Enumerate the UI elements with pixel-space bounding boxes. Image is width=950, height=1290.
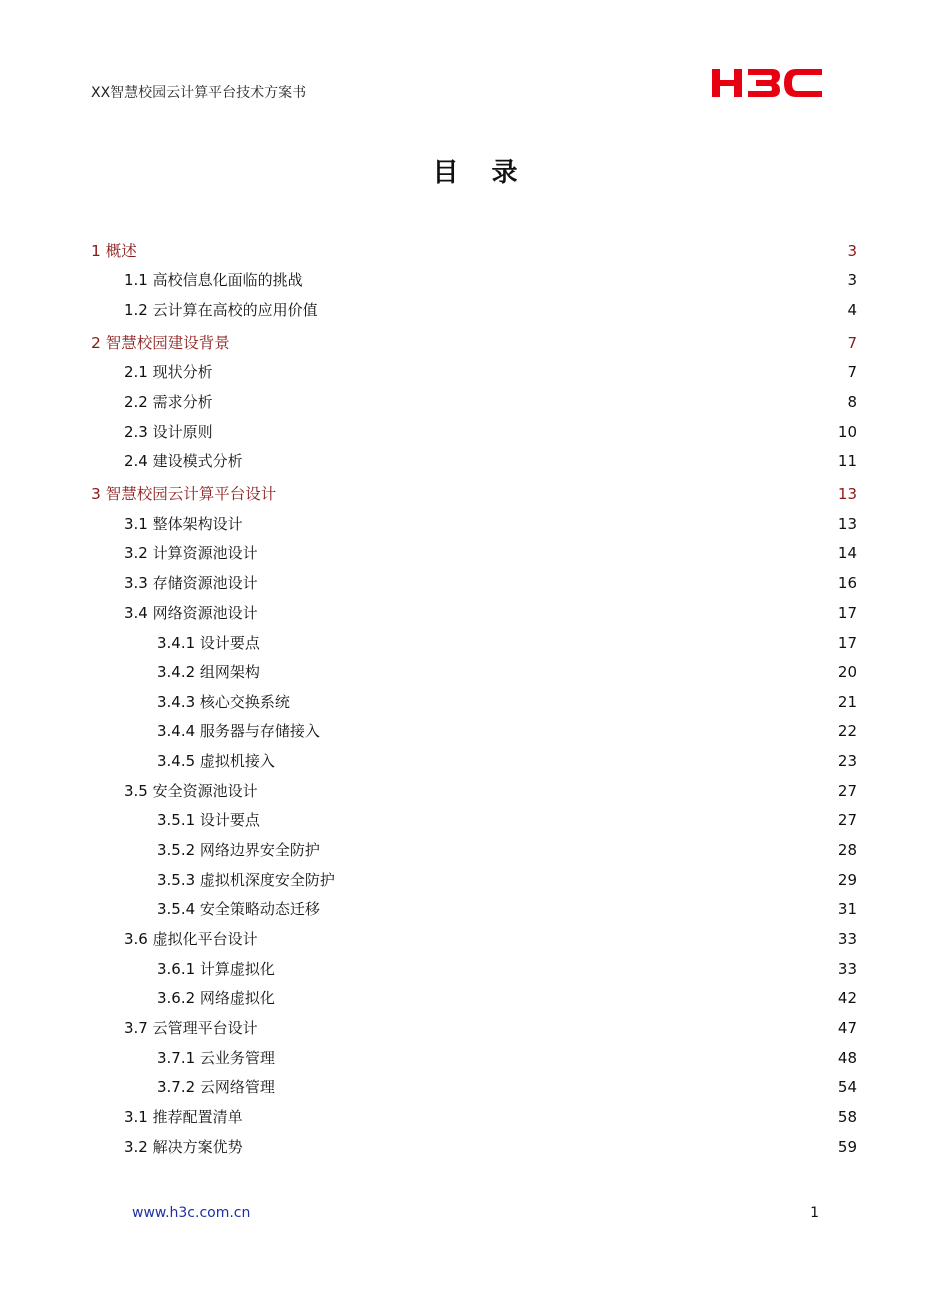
toc-entry[interactable]: [0, 839, 950, 861]
toc-entry-title: 2.3 设计原则: [124, 423, 213, 441]
toc-entry-title: 3.4 网络资源池设计: [124, 604, 258, 622]
toc-entry-page: 13: [837, 485, 857, 503]
toc-entry[interactable]: [0, 240, 950, 262]
toc-entry-title: 3.6 虚拟化平台设计: [124, 930, 258, 948]
toc-entry-page: 31: [837, 900, 857, 918]
toc-entry[interactable]: [0, 1047, 950, 1069]
toc-entry-title: 2 智慧校园建设背景: [91, 334, 230, 352]
toc-entry[interactable]: [0, 928, 950, 950]
toc-entry-page: 14: [837, 544, 857, 562]
toc-entry-page: 33: [837, 930, 857, 948]
toc-entry-title: 3.7.2 云网络管理: [157, 1078, 275, 1096]
toc-entry[interactable]: [0, 780, 950, 802]
toc-entry-page: 33: [837, 960, 857, 978]
toc-entry-title: 1 概述: [91, 242, 137, 260]
toc-entry-title: 3.4.4 服务器与存储接入: [157, 722, 320, 740]
toc-entry-page: 42: [837, 989, 857, 1007]
toc-entry-title: 2.2 需求分析: [124, 393, 213, 411]
toc-entry-page: 4: [847, 301, 857, 319]
toc-entry-title: 3.1 推荐配置清单: [124, 1108, 243, 1126]
toc-entry[interactable]: [0, 869, 950, 891]
toc-entry-page: 7: [847, 363, 857, 381]
toc-entry[interactable]: [0, 391, 950, 413]
toc-entry-page: 17: [837, 634, 857, 652]
toc-entry-title: 2.1 现状分析: [124, 363, 213, 381]
toc-entry-title: 3.4.1 设计要点: [157, 634, 260, 652]
toc-entry-title: 3.5.4 安全策略动态迁移: [157, 900, 320, 918]
toc-entry-page: 23: [837, 752, 857, 770]
toc-entry-page: 13: [837, 515, 857, 533]
toc-entry[interactable]: [0, 421, 950, 443]
toc-entry-page: 8: [847, 393, 857, 411]
toc-entry-title: 3.3 存储资源池设计: [124, 574, 258, 592]
toc-entry-page: 47: [837, 1019, 857, 1037]
toc-entry-title: 1.2 云计算在高校的应用价值: [124, 301, 318, 319]
toc-entry-page: 21: [837, 693, 857, 711]
toc-entry[interactable]: [0, 720, 950, 742]
toc-entry-page: 59: [837, 1138, 857, 1156]
toc-entry-page: 48: [837, 1049, 857, 1067]
toc-entry-page: 27: [837, 782, 857, 800]
toc-entry-title: 2.4 建设模式分析: [124, 452, 243, 470]
toc-entry-page: 29: [837, 871, 857, 889]
toc-entry-title: 3.2 解决方案优势: [124, 1138, 243, 1156]
toc-entry-title: 3.6.1 计算虚拟化: [157, 960, 275, 978]
toc-entry[interactable]: [0, 987, 950, 1009]
toc-entry-page: 7: [847, 334, 857, 352]
toc-entry-page: 11: [837, 452, 857, 470]
toc-entry-title: 3.5.3 虚拟机深度安全防护: [157, 871, 335, 889]
toc-entry[interactable]: [0, 1017, 950, 1039]
toc-entry-page: 3: [847, 242, 857, 260]
toc-entry-page: 20: [837, 663, 857, 681]
toc-entry-page: 17: [837, 604, 857, 622]
toc-entry[interactable]: [0, 958, 950, 980]
toc-entry-page: 16: [837, 574, 857, 592]
toc-entry[interactable]: [0, 450, 950, 472]
toc-entry-title: 3.5.2 网络边界安全防护: [157, 841, 320, 859]
toc-entry[interactable]: [0, 750, 950, 772]
toc-entry-title: 3.5.1 设计要点: [157, 811, 260, 829]
document-title: XX智慧校园云计算平台技术方案书: [91, 85, 307, 101]
toc-entry-title: 3.1 整体架构设计: [124, 515, 243, 533]
toc-entry[interactable]: [0, 602, 950, 624]
toc-entry[interactable]: [0, 361, 950, 383]
toc-entry[interactable]: [0, 513, 950, 535]
toc-entry[interactable]: [0, 1076, 950, 1098]
h3c-logo: [710, 67, 824, 99]
toc-entry[interactable]: [0, 632, 950, 654]
toc-entry-title: 3.5 安全资源池设计: [124, 782, 258, 800]
toc-entry[interactable]: [0, 269, 950, 291]
toc-entry-title: 1.1 高校信息化面临的挑战: [124, 271, 303, 289]
toc-entry[interactable]: [0, 691, 950, 713]
footer-page-number: 1: [810, 1205, 819, 1221]
toc-heading: 目 录: [432, 158, 530, 188]
toc-entry[interactable]: [0, 809, 950, 831]
toc-entry-title: 3.2 计算资源池设计: [124, 544, 258, 562]
toc-entry-title: 3.4.5 虚拟机接入: [157, 752, 275, 770]
toc-entry-title: 3 智慧校园云计算平台设计: [91, 485, 277, 503]
toc-entry-title: 3.7 云管理平台设计: [124, 1019, 258, 1037]
toc-entry[interactable]: [0, 1136, 950, 1158]
toc-entry-title: 3.6.2 网络虚拟化: [157, 989, 275, 1007]
toc-entry[interactable]: [0, 299, 950, 321]
toc-entry[interactable]: [0, 1106, 950, 1128]
toc-entry[interactable]: [0, 332, 950, 354]
toc-entry[interactable]: [0, 898, 950, 920]
toc-entry-title: 3.4.2 组网架构: [157, 663, 260, 681]
toc-entry[interactable]: [0, 661, 950, 683]
toc-entry[interactable]: [0, 572, 950, 594]
toc-entry-title: 3.4.3 核心交换系统: [157, 693, 290, 711]
toc-entry-page: 22: [837, 722, 857, 740]
toc-entry-page: 28: [837, 841, 857, 859]
toc-entry-page: 58: [837, 1108, 857, 1126]
toc-entry[interactable]: [0, 542, 950, 564]
toc-entry-title: 3.7.1 云业务管理: [157, 1049, 275, 1067]
toc-entry-page: 10: [837, 423, 857, 441]
toc-entry-page: 3: [847, 271, 857, 289]
footer-website-link[interactable]: www.h3c.com.cn: [132, 1205, 251, 1221]
toc-entry[interactable]: [0, 483, 950, 505]
toc-entry-page: 27: [837, 811, 857, 829]
toc-entry-page: 54: [837, 1078, 857, 1096]
